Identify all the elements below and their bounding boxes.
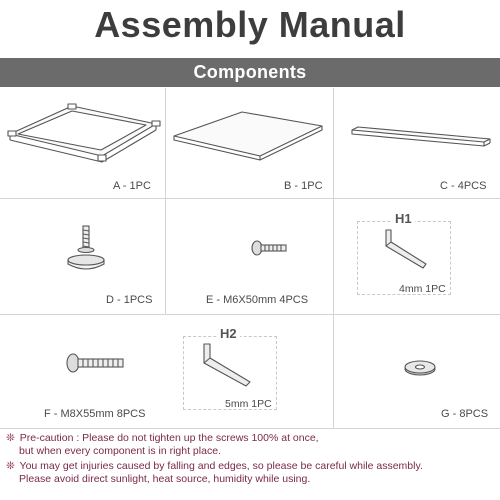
col-divider-r2-2 [333,199,334,314]
col-divider-r1-2 [333,88,334,198]
note-item-precaution [6,432,496,458]
leveling-foot-illustration [62,224,112,274]
note-text-continued: but when every component is in right place. [19,445,221,457]
hex-key-h2-icon [198,342,254,388]
note-text-continued: Please avoid direct sunlight, heat source, humidity while using. [19,473,311,485]
component-c-label: C - 4PCS [440,180,487,192]
component-e-label: E - M6X50mm 4PCS [206,294,309,306]
col-divider-r1-1 [165,88,166,198]
bolt-m6-illustration [250,238,290,258]
hex-key-h1-code: H1 [392,211,415,226]
component-a-label: A - 1PC [113,180,151,192]
panel-illustration [172,104,327,164]
page-title: Assembly Manual [94,4,406,45]
row-divider-3 [0,428,500,429]
note-text: You may get injuries caused by falling and edges, so please be careful while assembly. [19,460,423,472]
section-banner: Components [0,58,500,87]
note-bullet-icon: ❊ [6,432,15,444]
component-f-label: F - M8X55mm 8PCS [44,408,146,420]
hex-key-h1-label: 4mm 1PC [399,283,446,295]
hex-key-h2-code: H2 [217,326,240,341]
component-b-label: B - 1PC [284,180,323,192]
note-item-safety [6,460,496,486]
component-g-label: G - 8PCS [441,408,489,420]
hex-key-h2-label: 5mm 1PC [225,398,272,410]
note-bullet-icon: ❊ [6,460,15,472]
col-divider-r3-1 [333,315,334,428]
row-divider-1 [0,198,500,199]
precaution-notes [6,432,496,488]
frame-illustration [6,100,161,170]
col-divider-r2-1 [165,199,166,314]
component-d-label: D - 1PCS [106,294,153,306]
hex-key-h1-icon [380,228,430,270]
note-text: Pre-caution : Please do not tighten up the screws 100% at once, [19,432,319,444]
washer-illustration [402,356,438,378]
bolt-m8-illustration [64,350,126,376]
row-divider-2 [0,314,500,315]
bar-illustration [348,125,493,147]
